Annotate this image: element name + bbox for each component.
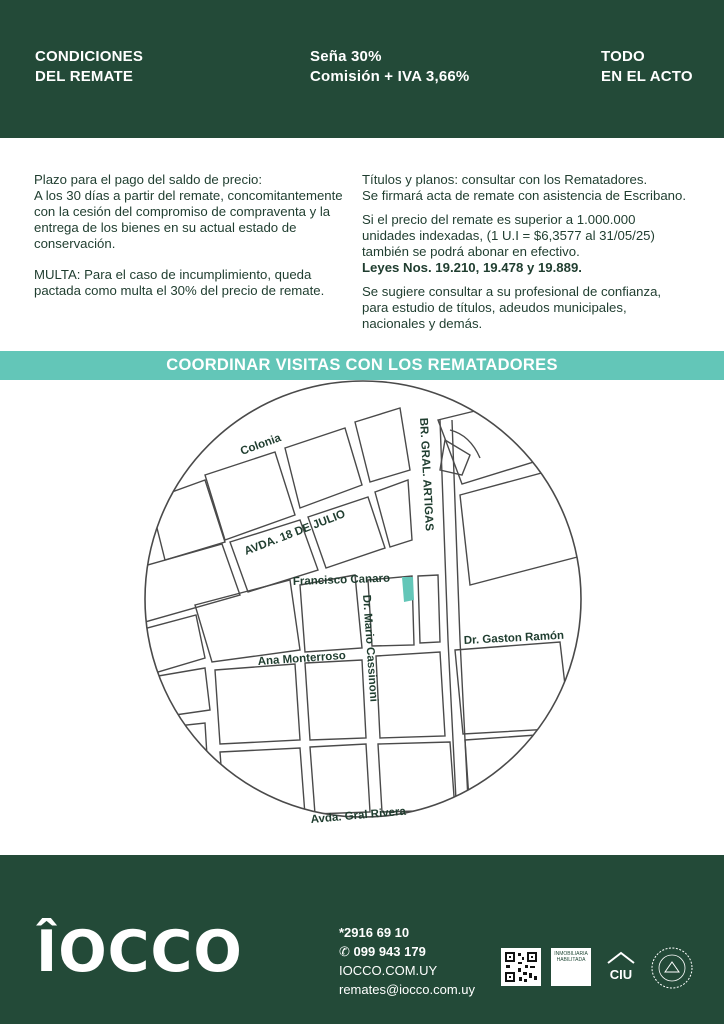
street-label-colonia: Colonia [238, 432, 283, 458]
payment-term-line: A los 30 días a partir del remate, concomitantemente [34, 188, 343, 203]
advice-line: para estudio de títulos, adeudos municipales, [362, 300, 627, 315]
street-blocks [130, 400, 585, 855]
payment-terms [34, 172, 360, 299]
visits-banner: COORDINAR VISITAS CON LOS REMATADORES [0, 351, 724, 380]
street-label-monterroso: Ana Monterroso [257, 649, 347, 668]
cash-line: unidades indexadas, (1 U.I = $6,3577 al 31/05/25) [362, 228, 655, 243]
street-label-18-julio: AVDA. 18 DE JULIO [242, 508, 348, 558]
payment-term-line: entrega de los bienes en su actual estado de [34, 220, 297, 235]
payment-term-line: con la cesión del compromiso de compraventa y la [34, 204, 331, 219]
ciu-logo-icon [604, 950, 638, 984]
iocco-logo: ÎOCCO [36, 919, 243, 985]
qr-code-icon [501, 948, 541, 986]
cash-line: también se podrá abonar en efectivo. [362, 244, 580, 259]
street-label-rivera: Avda. Gral Rivera [310, 805, 407, 826]
whatsapp-number[interactable]: 099 943 179 [353, 944, 426, 959]
footer [0, 855, 724, 1024]
payment-term-line: Plazo para el pago del saldo de precio: [34, 172, 263, 187]
title-terms [362, 172, 702, 332]
auction-conditions-heading: CONDICIONES DEL REMATE [35, 48, 144, 85]
payment-term-line: conservación. [34, 236, 116, 251]
inmobiliaria-habilitada-badge: INMOBILIARIA HABILITADA [551, 948, 591, 986]
street-label-gaston-ramon: Dr. Gaston Ramón [463, 629, 565, 647]
conditions-band [0, 0, 724, 138]
property-marker [402, 577, 414, 602]
email-link[interactable]: remates@iocco.com.uy [339, 982, 476, 997]
titles-line: Títulos y planos: consultar con los Rematadores. [362, 172, 648, 187]
street-label-canaro: Francisco Canaro [292, 572, 391, 588]
whatsapp-icon: ✆ [339, 944, 354, 959]
penalty-line: MULTA: Para el caso de incumplimiento, queda [34, 267, 312, 282]
street-label-artigas: BR. GRAL. ARTIGAS [417, 417, 435, 532]
penalty-line: pactada como multa el 30% del precio de remate. [34, 283, 325, 298]
camara-inmobiliaria-seal-icon [650, 946, 694, 990]
location-map [0, 380, 724, 855]
titles-line: Se firmará acta de remate con asistencia de Escribano. [362, 188, 686, 203]
ciu-logo-text: CIU [609, 967, 633, 982]
advice-line: Se sugiere consultar a su profesional de confianza, [362, 284, 662, 299]
cash-line: Si el precio del remate es superior a 1.000.000 [362, 212, 636, 227]
all-at-once-note: TODO EN EL ACTO [601, 48, 693, 85]
laws-line: Leyes Nos. 19.210, 19.478 y 19.889. [362, 260, 582, 275]
website-link[interactable]: IOCCO.COM.UY [339, 963, 438, 978]
advice-line: nacionales y demás. [362, 316, 483, 331]
contact-info [339, 923, 475, 999]
deposit-commission: Seña 30% Comisión + IVA 3,66% [310, 48, 470, 85]
street-label-cassinoni: Dr. Mario Cassinoni [360, 594, 380, 703]
phone-number[interactable]: *2916 69 10 [339, 925, 410, 940]
